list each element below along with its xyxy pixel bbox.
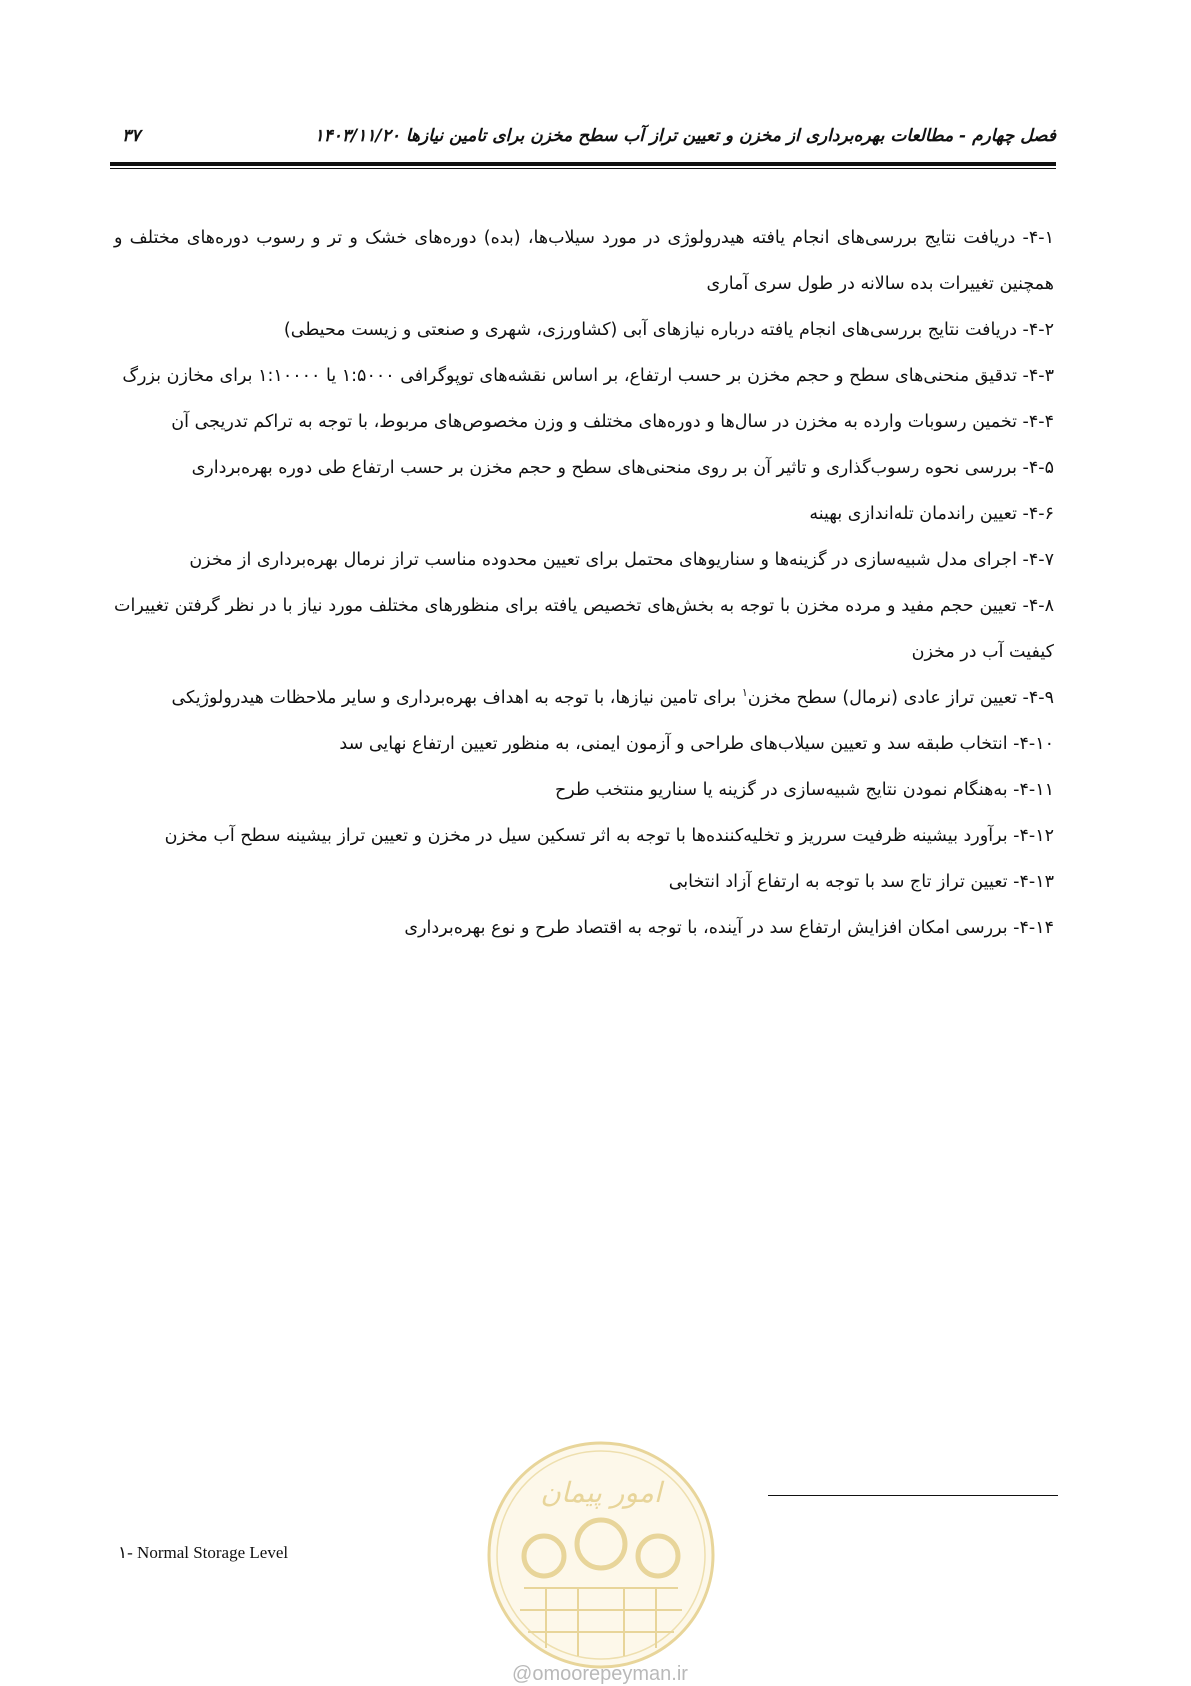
- footnote-ref: ۱: [741, 686, 748, 700]
- list-item: ۴-۳- تدقیق منحنی‌های سطح و حجم مخزن بر حسب ارتفاع، بر اساس نقشه‌های توپوگرافی ۱:۵۰۰۰ یا ۱:۱۰۰۰۰ برای مخازن بزرگ: [122, 366, 1054, 386]
- list-item: ۴-۱۲- برآورد بیشینه ظرفیت سرریز و تخلیه‌کننده‌ها با توجه به اثر تسکین سیل در مخزن و تعیین تراز بیشینه سطح آب مخزن: [164, 826, 1054, 846]
- seal-logo-icon: [484, 1438, 718, 1672]
- header-rule-thick: [110, 162, 1056, 166]
- watermark: @omoorepeyman.ir: [512, 1663, 688, 1685]
- body-text: [114, 215, 1054, 951]
- page-number: ۳۷: [122, 126, 141, 146]
- list-item-with-footnote: [114, 675, 1054, 721]
- list-item: ۴-۲- دریافت نتایج بررسی‌های انجام یافته درباره نیازهای آبی (کشاورزی، شهری و صنعتی و زیست محیطی): [283, 320, 1054, 340]
- seal-text: امور پیمان: [540, 1476, 662, 1509]
- list-item: ۴-۸- تعیین حجم مفید و مرده مخزن با توجه به بخش‌های تخصیص یافته برای منظورهای مختلف مورد نیاز با در نظر گرفتن تغییرات کیفیت آب در مخزن: [114, 596, 1054, 662]
- list-item: ۴-۶- تعیین راندمان تله‌اندازی بهینه: [809, 504, 1054, 524]
- item9-text-before: ۴-۹- تعیین تراز عادی (نرمال) سطح مخزن: [747, 688, 1054, 708]
- header-rule-thin: [110, 168, 1056, 169]
- page-header: [110, 126, 1056, 160]
- footnote: ۱- Normal Storage Level: [118, 1543, 289, 1562]
- list-item: ۴-۴- تخمین رسوبات وارده به مخزن در سال‌ها و دوره‌های مختلف و وزن مخصوص‌های مربوط، با توجه به تراکم تدریجی آن: [171, 412, 1054, 432]
- list-item: ۴-۱۴- بررسی امکان افزایش ارتفاع سد در آینده، با توجه به اقتصاد طرح و نوع بهره‌برداری: [404, 918, 1054, 938]
- list-item: ۴-۵- بررسی نحوه رسوب‌گذاری و تاثیر آن بر روی منحنی‌های سطح و حجم مخزن بر حسب ارتفاع طی دوره بهره‌برداری: [191, 458, 1054, 478]
- list-item: ۴-۷- اجرای مدل شبیه‌سازی در گزینه‌ها و سناریوهای محتمل برای تعیین محدوده مناسب تراز نرمال بهره‌برداری از مخزن: [189, 550, 1054, 570]
- list-item: ۴-۱۳- تعیین تراز تاج سد با توجه به ارتفاع آزاد انتخابی: [668, 872, 1054, 892]
- footnote-separator: [768, 1495, 1058, 1496]
- item9-text-after: برای تامین نیازها، با توجه به اهداف بهره‌برداری و سایر ملاحظات هیدرولوژیکی: [171, 688, 742, 708]
- list-item: ۴-۱۰- انتخاب طبقه سد و تعیین سیلاب‌های طراحی و آزمون ایمنی، به منظور تعیین ارتفاع نهایی سد: [339, 734, 1054, 754]
- list-item: ۴-۱- دریافت نتایج بررسی‌های انجام یافته هیدرولوژی در مورد سیلاب‌ها، (بده) دوره‌های خشک و تر و رسوب دوره‌های مختلف و همچنین تغییرات بده سالانه در طول سری آماری: [114, 228, 1054, 294]
- header-title: فصل چهارم - مطالعات بهره‌برداری از مخزن و تعیین تراز آب سطح مخزن برای تامین نیازها ۱۴۰۳/۱۱/۲۰: [314, 126, 1056, 146]
- list-item: ۴-۱۱- به‌هنگام نمودن نتایج شبیه‌سازی در گزینه یا سناریو منتخب طرح: [554, 780, 1054, 800]
